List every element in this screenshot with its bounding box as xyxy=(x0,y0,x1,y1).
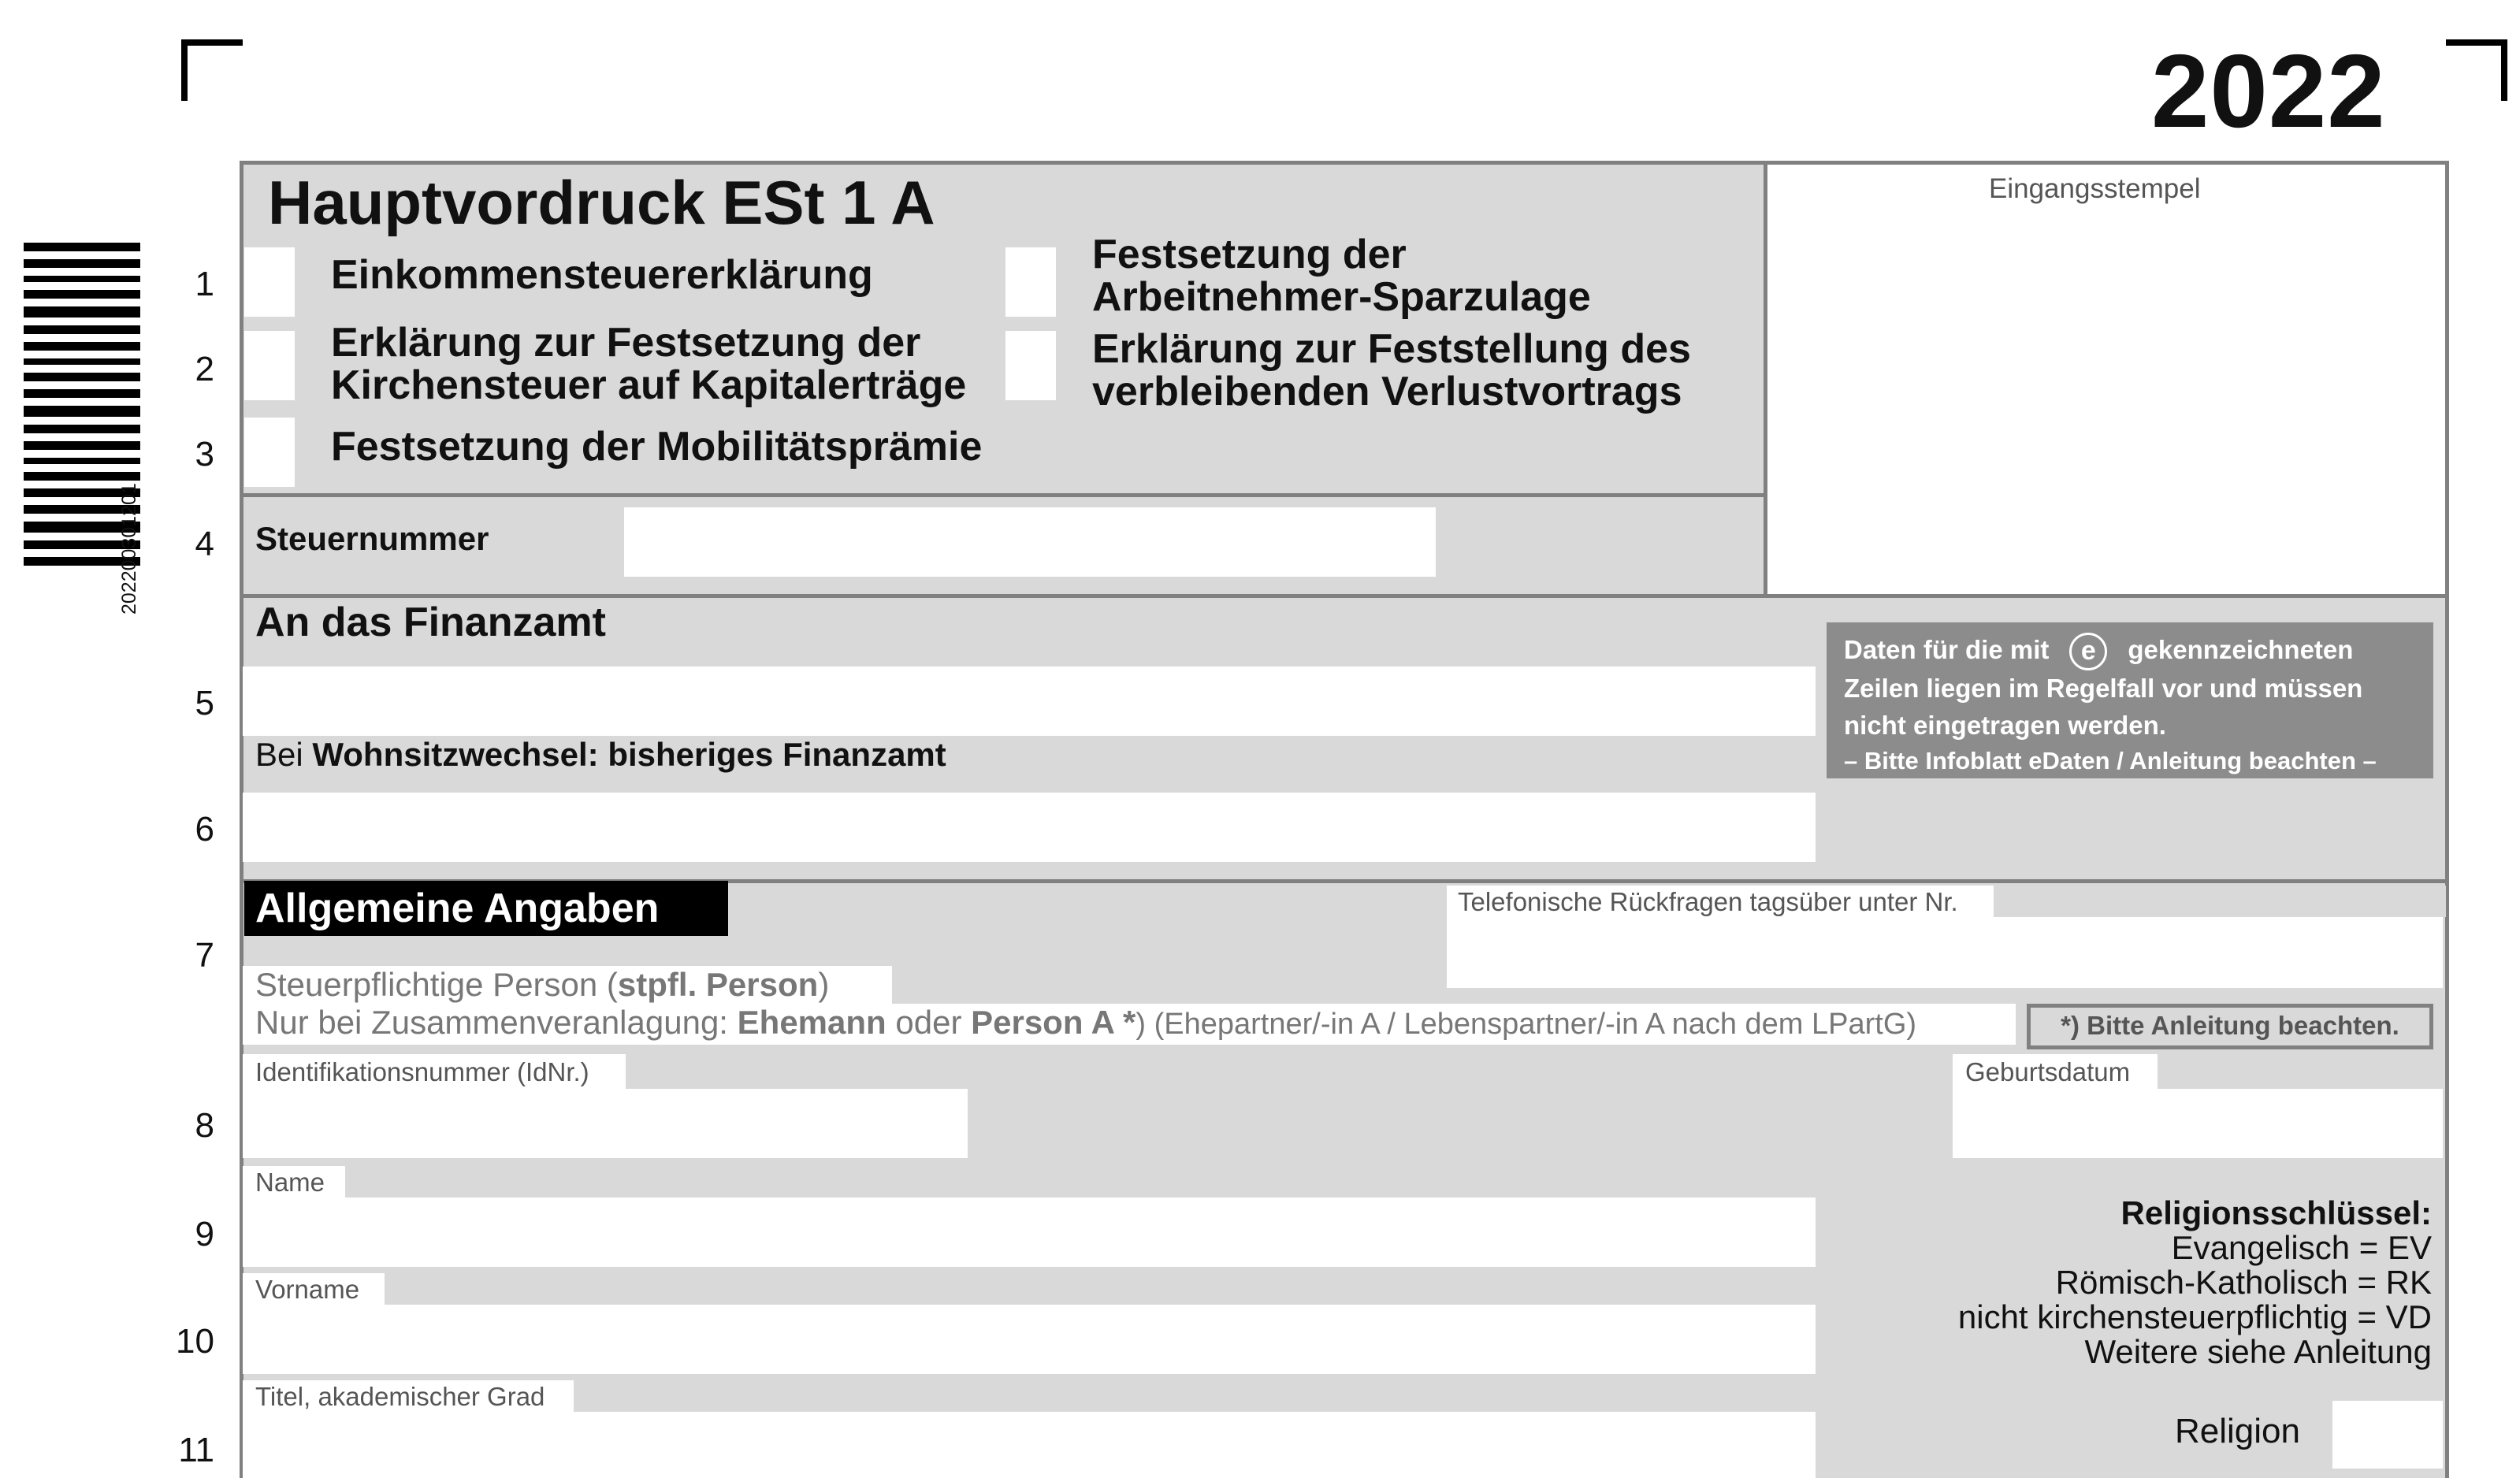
anleitung-note: *) Bitte Anleitung beachten. xyxy=(2027,1004,2433,1049)
name-input[interactable] xyxy=(243,1198,1816,1267)
form-year: 2022 xyxy=(2151,33,2386,149)
finanzamt-label: An das Finanzamt xyxy=(255,600,606,645)
checkbox-einkommensteuererklaerung[interactable] xyxy=(244,247,295,317)
name-label: Name xyxy=(255,1168,325,1197)
edaten-note: Daten für die mit e gekennzeichneten Zeilen liegen im Regelfall vor und müssen nicht eingetragen werden. – Bitte Infoblatt eDaten / Anleitung beachten – xyxy=(1827,622,2433,778)
line-number-8: 8 xyxy=(195,1106,214,1145)
zusammenveranlagung-label: Nur bei Zusammenveranlagung: Ehemann oder Person A *) (Ehepartner/-in A / Lebenspartner/-in A nach dem LPartG) xyxy=(255,1004,1917,1041)
line-number-10: 10 xyxy=(176,1322,214,1361)
line-number-11: 11 xyxy=(178,1431,214,1469)
line-number-6: 6 xyxy=(195,810,214,849)
vorname-label: Vorname xyxy=(255,1275,360,1304)
religion-heading: Religionsschlüssel: xyxy=(2120,1194,2432,1231)
vorname-input[interactable] xyxy=(243,1305,1816,1374)
line-number-5: 5 xyxy=(195,684,214,722)
line-number-4: 4 xyxy=(195,525,214,563)
wohnsitzwechsel-label: Bei Wohnsitzwechsel: bisheriges Finanzamt xyxy=(255,736,946,773)
e-data-icon: e xyxy=(2069,633,2107,670)
telefon-label: Telefonische Rückfragen tagsüber unter Nr. xyxy=(1458,887,1958,916)
checkbox-verlustvortrag[interactable] xyxy=(1005,331,1056,400)
steuernummer-label: Steuernummer xyxy=(255,520,489,557)
option-label-1: Einkommensteuererklärung xyxy=(331,252,873,298)
idnr-label: Identifikationsnummer (IdNr.) xyxy=(255,1057,589,1086)
religion-label: Religion xyxy=(2175,1412,2300,1450)
option-label-sparzulage: Festsetzung der Arbeitnehmer-Sparzulage xyxy=(1092,232,1591,320)
finanzamt-input[interactable] xyxy=(243,667,1816,736)
corner-mark-top-left xyxy=(181,39,243,101)
checkbox-kirchensteuer-kapitalertraege[interactable] xyxy=(244,331,295,400)
line-number-9: 9 xyxy=(195,1215,214,1253)
checkbox-mobilitaetspraemie[interactable] xyxy=(244,418,295,487)
telefon-input[interactable] xyxy=(1447,920,2443,988)
allgemeine-angaben-heading: Allgemeine Angaben xyxy=(244,881,728,936)
geburtsdatum-label: Geburtsdatum xyxy=(1965,1057,2131,1086)
option-label-2: Erklärung zur Festsetzung der Kirchensteuer auf Kapitalerträge xyxy=(331,320,967,408)
line-number-3: 3 xyxy=(195,435,214,473)
form-title: Hauptvordruck ESt 1 A xyxy=(268,168,935,237)
eingangsstempel-area xyxy=(1767,164,2445,594)
option-label-3: Festsetzung der Mobilitätsprämie xyxy=(331,424,983,470)
stpfl-person-label: Steuerpflichtige Person (stpfl. Person) xyxy=(255,966,830,1003)
line-number-2: 2 xyxy=(195,350,214,388)
titel-input[interactable] xyxy=(243,1412,1816,1478)
checkbox-arbeitnehmer-sparzulage[interactable] xyxy=(1005,247,1056,317)
bisheriges-finanzamt-input[interactable] xyxy=(243,793,1816,862)
idnr-input[interactable] xyxy=(243,1089,968,1158)
barcode-number: 202200301201 xyxy=(118,483,140,615)
option-label-verlustvortrag: Erklärung zur Feststellung des verbleibenden Verlustvortrags xyxy=(1092,326,1691,414)
steuernummer-input[interactable] xyxy=(624,507,1436,577)
eingangsstempel-label: Eingangsstempel xyxy=(1989,173,2201,204)
religion-line-ev: Evangelisch = EV xyxy=(2171,1229,2432,1266)
titel-label: Titel, akademischer Grad xyxy=(255,1382,545,1411)
religion-line-rk: Römisch-Katholisch = RK xyxy=(2055,1264,2432,1301)
line-number-1: 1 xyxy=(195,265,214,303)
religion-line-vd: nicht kirchensteuerpflichtig = VD xyxy=(1957,1298,2432,1335)
religion-line-weitere: Weitere siehe Anleitung xyxy=(2084,1333,2432,1370)
geburtsdatum-input[interactable] xyxy=(1953,1089,2443,1158)
corner-mark-top-right xyxy=(2446,39,2507,101)
religion-input[interactable] xyxy=(2332,1401,2443,1469)
line-number-7: 7 xyxy=(195,936,214,975)
